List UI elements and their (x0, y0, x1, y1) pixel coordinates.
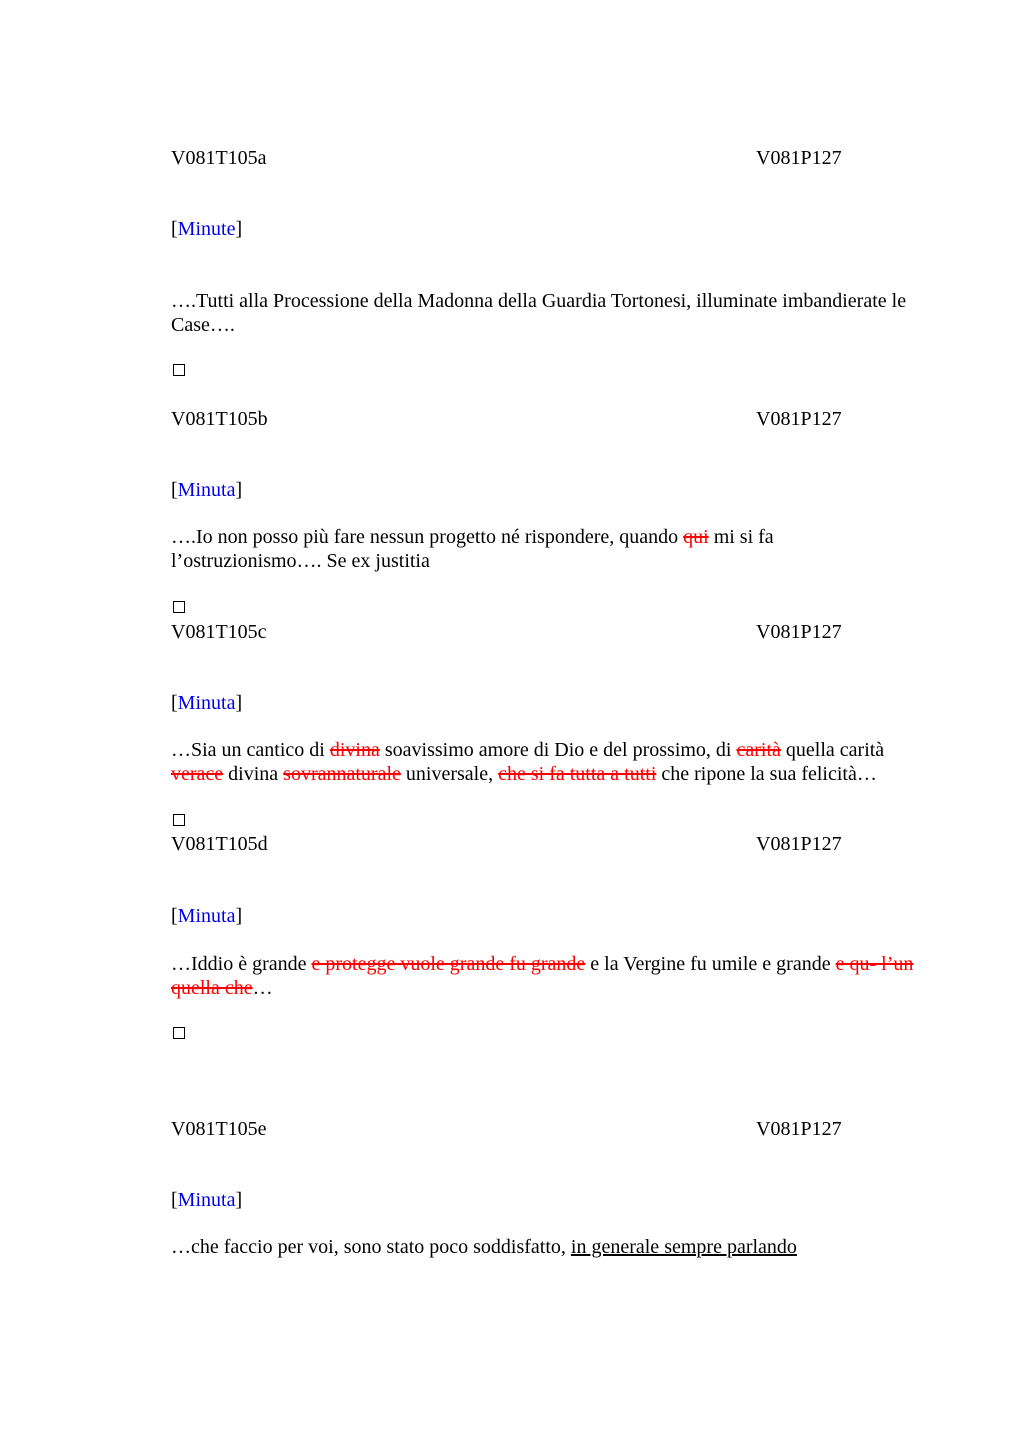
entry-c-code-left: V081T105c (171, 621, 267, 643)
entry-c-deletion-3: verace (171, 763, 224, 785)
entry-e-code-left: V081T105e (171, 1118, 267, 1140)
entry-b-label: [Minuta] (171, 479, 243, 501)
entry-b-deletion: qui (683, 526, 709, 548)
entry-d-deletion-1: e protegge vuole grande fu grande (311, 953, 586, 975)
entry-b-code-right: V081P127 (756, 408, 842, 430)
entry-a-label-text: Minute (177, 218, 236, 240)
entry-c-label: [Minuta] (171, 692, 243, 714)
entry-d-code-right: V081P127 (756, 833, 842, 855)
entry-d-label: [Minuta] (171, 905, 243, 927)
entry-c-deletion-5: che si fa tutta a tutti (498, 763, 657, 785)
entry-a-box-icon (173, 364, 185, 376)
entry-c-box-icon (173, 814, 185, 826)
entry-c-deletion-4: sovrannaturale (283, 763, 401, 785)
entry-c-deletion-1: divina (329, 739, 380, 761)
entry-a-code-right: V081P127 (756, 147, 842, 169)
entry-c-label-text: Minuta (177, 692, 236, 714)
entry-d-deletion-2: e qu- l’un quella che (171, 953, 914, 999)
entry-d-label-text: Minuta (177, 905, 236, 927)
entry-d-text: …Iddio è grande e protegge vuole grande fu grande e la Vergine fu umile e grande e qu- l’un quella che… (171, 953, 914, 999)
entry-b-code-left: V081T105b (171, 408, 268, 430)
entry-c-text: …Sia un cantico di divina soavissimo amore di Dio e del prossimo, di carità quella carità verace divina sovrannaturale universale, che si fa tutta a tutti che ripone la sua felicità… (171, 739, 885, 785)
entry-e-text: …che faccio per voi, sono stato poco soddisfatto, in generale sempre parlando (171, 1236, 797, 1258)
entry-b-label-text: Minuta (177, 479, 236, 501)
entry-b-box-icon (173, 601, 185, 613)
entry-a-code-left: V081T105a (171, 147, 267, 169)
entry-e-label: [Minuta] (171, 1189, 243, 1211)
entry-e-code-right: V081P127 (756, 1118, 842, 1140)
entry-e-underlined: in generale sempre parlando (570, 1236, 797, 1258)
entry-a-label: [Minute] (171, 218, 243, 240)
entry-b-text: ….Io non posso più fare nessun progetto né rispondere, quando qui mi si fa l’ostruzionismo…. Se ex justitia (171, 526, 774, 572)
entry-c-deletion-2: carità (736, 739, 781, 761)
entry-e-label-text: Minuta (177, 1189, 236, 1211)
entry-d-box-icon (173, 1027, 185, 1039)
entry-c-code-right: V081P127 (756, 621, 842, 643)
entry-d-code-left: V081T105d (171, 833, 268, 855)
entry-a-text: ….Tutti alla Processione della Madonna della Guardia Tortonesi, illuminate imbandierate le Case…. (171, 290, 907, 336)
